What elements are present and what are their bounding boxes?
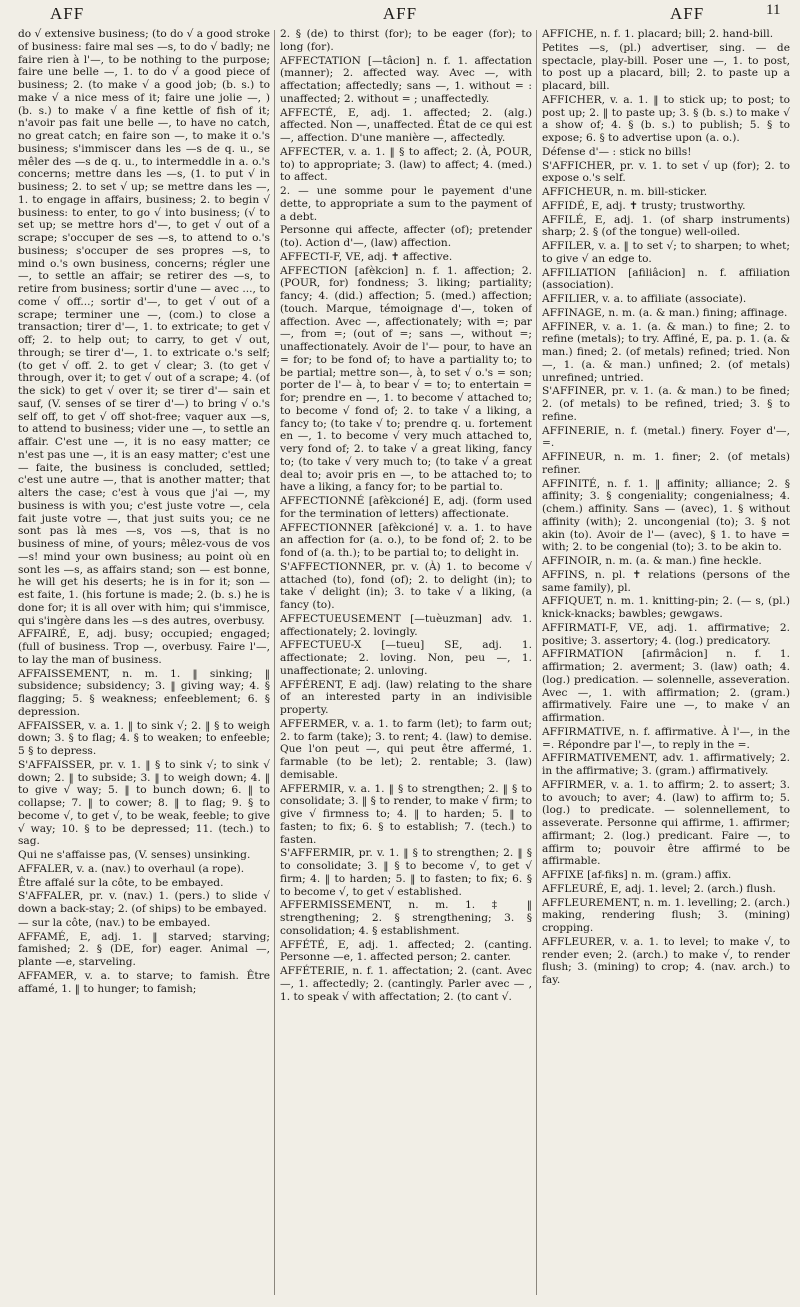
dictionary-entry: AFFAMÉ, E, adj. 1. ‖ starved; starving; famished; 2. § (DE, for) eager. Animal —, plante —e, starveling. <box>18 930 270 968</box>
dictionary-entry: AFFECTER, v. a. 1. ‖ § to affect; 2. (À, POUR, to) to appropriate; 3. (law) to affect; 4. (med.) to affect. <box>280 145 532 184</box>
dictionary-entry: AFFIRMER, v. a. 1. to affirm; 2. to assert; 3. to avouch; to aver; 4. (law) to affirm to; 5. (log.) to predicate. — solennellement, to asseverate. Personne qui affirme, 1. affirmer; affirmant; 2. (log.) predicant. Faire —, to affirm to; pouvoir être affirmé to be affirmable. <box>542 778 790 868</box>
dictionary-entry: S'AFFINER, pr. v. 1. (a. & man.) to be fined; 2. (of metals) to be refined, tried; 3. § to refine. <box>542 385 790 423</box>
page-number: 11 <box>766 2 781 18</box>
dictionary-entry: AFFILIER, v. a. to affiliate (associate). <box>542 293 747 305</box>
dictionary-entry: AFFECTION [afèkcion] n. f. 1. affection; 2. (POUR, for) fondness; 3. liking; partiality; fancy; 4. (did.) affection; 5. (med.) affection; (touch. Marque, témoignage d'—, token of affection. Avec —, affectionately; with =; par —, from =; (out of =; sans —, without =; unaffectionately. Avoir de l'— pour, to have an = for; to be fond of; to have a partiality to; to be partial; mettre son—, à, to set √ o.'s = son; porter de l'— à, to bear √ = to; to entertain = for; prendre en —, 1. to become √ attached to; to become √ fond of; 2. to take √ a liking, a fancy to; (to take √ to; prendre q. u. fortement en —, 1. to become √ very much attached to, very fond of; 2. to take √ a great liking, fancy to; (to take √ very much to; (to take √ a great deal to; avoir pris en —, to be attached to; to have a liking, a fancy for; to be partial to. <box>280 264 532 494</box>
dictionary-entry: — sur la côte, (nav.) to be embayed. <box>18 916 211 929</box>
dictionary-entry: AFFECTIONNÉ [afèkcioné] E, adj. (form used for the termination of letters) affectionate. <box>280 495 532 520</box>
dictionary-entry: AFFIRMATI-F, VE, adj. 1. affirmative; 2. positive; 3. assertory; 4. (log.) predicatory. <box>542 621 790 647</box>
dictionary-entry: AFFÉRENT, E adj. (law) relating to the share of an interested party in an indivisible property. <box>280 678 532 716</box>
dictionary-entry: Défense d'— : stick no bills! <box>542 145 692 158</box>
dictionary-entry: AFFINEUR, n. m. 1. finer; 2. (of metals) refiner. <box>542 451 790 476</box>
dictionary-entry: AFFIRMATIVEMENT, adv. 1. affirmatively; 2. in the affirmative; 3. (gram.) affirmatively. <box>542 752 790 777</box>
dictionary-entry: AFFALER, v. a. (nav.) to overhaul (a rope). <box>18 862 245 875</box>
dictionary-entry: do √ extensive business; (to do √ a good stroke of business: faire mal ses —s, to do √ badly; ne faire rien à l'—, to be nothing to the purpose; faire une belle —, 1. to do √ a good piece of business; 2. (to make √ a good job; (b. s.) to make √ a nice mess of it; faire une jolie —, ) (b. s.) to make √ a fine kettle of fish of it; n'avoir pas fait une belle —, to have no catch, no great catch; en faire son —, to make it o.'s business; s'immiscer dans les —s de q. u., se mêler des —s de q. u., to intermeddle in a. o.'s concerns; mettre dans les —s, (1. to put √ in business; 2. to set √ up; se mettre dans les —, 1. to engage in affairs, business; 2. to begin √ business: to enter, to go √ into business; (√ to set up; se mettre hors d'—, to get √ out of a scrape; s'occuper de ses —s, to attend to o.'s business; s'occuper de ses propres —s, to mind o.'s own business, concerns; régler une —, to settle an affair; se retirer des —s, to retire from business; sortir d'une — avec ..., to come √ off...; sortir d'—, to get √ out of a scrape; terminer une —, (com.) to close a transaction; tirer d'—, 1. to extricate; to get √ off; 2. to help out; to carry, to get √ out, through; se tirer d'—, 1. to extricate o.'s self; (to get √ off. 2. to get √ clear; 3. (to get √ through, over it; to get √ out of a scrape; 4. (of the sick) to get √ over it; se tirer d'— sain et sauf, (V. senses of se tirer d'—) to bring √ o.'s self off, to get √ off shot-free; vaquer aux —s, to attend to business; vider une —, to settle an affair. C'est une —, it is no easy matter; ce n'est pas une —, it is an easy matter; c'est une — faite, the business is concluded, settled; c'est une autre —, that is another matter; that alters the case; c'est à vous que j'ai —, my business is with you; c'est juste votre —, cela fait juste votre —, that just suits you; ce ne sont pas là mes —s, vos —s, that is no business of mine, of yours; mêlez-vous de vos —s! mind your own business; au point où en sont les —s, as affairs stand; son — est bonne, he will get his deserts; he is in for it; son — est faite, 1. (his fortune is made; 2. (b. s.) he is done for; it is all over with him; qui s'immisce, qui s'ingère dans les —s des autres, overbusy. <box>18 28 270 627</box>
dictionary-entry: AFFECTUEU-X [—tueu] SE, adj. 1. affectionate; 2. loving. Non, peu —, 1. unaffectionate; 2. unloving. <box>280 639 532 677</box>
dictionary-entry: AFFIRMATIVE, n. f. affirmative. À l'—, in the =. Répondre par l'—, to reply in the =. <box>542 725 790 751</box>
dictionary-entry: AFFILIATION [afiliâcion] n. f. affiliation (association). <box>542 266 790 292</box>
column-divider <box>274 30 275 1295</box>
dictionary-entry: AFFINS, n. pl. ✝ relations (persons of the same family), pl. <box>542 568 790 594</box>
dictionary-entry: AFFECTIONNER [afèkcioné] v. a. 1. to have an affection for (a. o.), to be fond of; 2. to be fond of (a. th.); to be partial to; to delight in. <box>280 521 532 559</box>
dictionary-entry: 2. § (de) to thirst (for); to be eager (for); to long (for). <box>280 28 532 53</box>
dictionary-entry: AFFINAGE, n. m. (a. & man.) fining; affinage. <box>542 306 788 319</box>
dictionary-entry: AFFECTUEUSEMENT [—tuèuzman] adv. 1. affectionately; 2. lovingly. <box>280 612 532 638</box>
dictionary-entry: AFFLEUREMENT, n. m. 1. levelling; 2. (arch.) making, rendering flush; 3. (mining) cropping. <box>542 896 790 934</box>
dictionary-entry: AFFÉTÉ, E, adj. 1. affected; 2. (canting. Personne —e, 1. affected person; 2. canter. <box>280 938 532 964</box>
running-head-left: AFF <box>50 4 85 23</box>
dictionary-column-2 <box>280 28 532 1300</box>
dictionary-entry: Qui ne s'affaisse pas, (V. senses) unsinking. <box>18 849 251 861</box>
dictionary-entry: AFFILER, v. a. ‖ to set √; to sharpen; to whet; to give √ an edge to. <box>542 240 790 265</box>
dictionary-entry: AFFICHER, v. a. 1. ‖ to stick up; to post; to post up; 2. ‖ to paste up; 3. § (b. s.) to make √ a show of; 4. § (b. s.) to publish; 5. § to expose; 6. § to advertise upon (a. o.). <box>542 93 790 144</box>
dictionary-entry: AFFIRMATION [afirmâcion] n. f. 1. affirmation; 2. averment; 3. (law) oath; 4. (log.) predication. — solennelle, asseveration. Avec —, 1. with affirmation; 2. (gram.) affirmatively. Faire une —, to make √ an affirmation. <box>542 648 790 724</box>
dictionary-entry: AFFÉTERIE, n. f. 1. affectation; 2. (cant. Avec —, 1. affectedly; 2. (cantingly. Parler avec — , 1. to speak √ with affectation; 2. (to cant √. <box>280 965 532 1003</box>
dictionary-entry: AFFINOIR, n. m. (a. & man.) fine heckle. <box>542 555 762 567</box>
dictionary-entry: AFFIQUET, n. m. 1. knitting-pin; 2. (— s, (pl.) knick-knacks; bawbles; gewgaws. <box>542 595 790 620</box>
dictionary-entry: AFFILÉ, E, adj. 1. (of sharp instruments) sharp; 2. § (of the tongue) well-oiled. <box>542 213 790 239</box>
dictionary-column-1 <box>18 28 270 1300</box>
dictionary-entry: S'AFFECTIONNER, pr. v. (À) 1. to become √ attached (to), fond (of); 2. to delight (in); to take √ delight (in); 3. to take √ a liking, (a fancy (to). <box>280 560 532 611</box>
dictionary-column-3 <box>542 28 790 1300</box>
dictionary-entry: AFFICHEUR, n. m. bill-sticker. <box>542 186 708 198</box>
dictionary-entry: Personne qui affecte, affecter (of); pretender (to). Action d'—, (law) affection. <box>280 224 532 249</box>
dictionary-entry: Petites —s, (pl.) advertiser, sing. — de spectacle, play-bill. Poser une —, 1. to post, to post up a placard, bill; 2. to paste up a placard, bill. <box>542 41 790 92</box>
dictionary-entry: AFFLEURÉ, E, adj. 1. level; 2. (arch.) flush. <box>542 882 776 895</box>
dictionary-entry: AFFAIRÉ, E, adj. busy; occupied; engaged; (full of business. Trop —, overbusy. Faire l'—, to lay the man of business. <box>18 628 270 666</box>
dictionary-entry: AFFINITÉ, n. f. 1. ‖ affinity; alliance; 2. § affinity; 3. § congeniality; congenialness; 4. (chem.) affinity. Sans — (avec), 1. § without affinity (with); 2. uncongenial (to); 3. § not akin (to). Avoir de l'— (avec), § 1. to have = with; 2. to be congenial (to); 3. to be akin to. <box>542 477 790 554</box>
dictionary-entry: AFFINERIE, n. f. (metal.) finery. Foyer d'—, =. <box>542 424 790 450</box>
dictionary-entry: AFFAMER, v. a. to starve; to famish. Être affamé, 1. ‖ to hunger; to famish; <box>18 969 270 995</box>
dictionary-entry: AFFERMER, v. a. 1. to farm (let); to farm out; 2. to farm (take); 3. to rent; 4. (law) to demise. Que l'on peut —, qui peut être affermé, 1. farmable (to be let); 2. rentable; 3. (law) demisable. <box>280 717 532 781</box>
column-divider <box>536 30 537 1295</box>
dictionary-entry: S'AFFALER, pr. v. (nav.) 1. (pers.) to slide √ down a back-stay; 2. (of ships) to be embayed. <box>18 890 270 915</box>
dictionary-entry: S'AFFERMIR, pr. v. 1. ‖ § to strengthen; 2. ‖ § to consolidate; 3. ‖ § to become √, to get √ firm; 4. ‖ to harden; 5. ‖ to fasten; to fix; 6. § to become √, to get √ established. <box>280 847 532 898</box>
dictionary-entry: AFFINER, v. a. 1. (a. & man.) to fine; 2. to refine (metals); to try. Affiné, E, pa. p. 1. (a. & man.) fined; 2. (of metals) refined; tried. Non —, 1. (a. & man.) unfined; 2. (of metals) unrefined; untried. <box>542 320 790 384</box>
dictionary-entry: AFFIDÉ, E, adj. ✝ trusty; trustworthy. <box>542 199 746 212</box>
dictionary-entry: AFFIXE [af-fiks] n. m. (gram.) affix. <box>542 869 732 881</box>
dictionary-entry: AFFERMIR, v. a. 1. ‖ § to strengthen; 2. ‖ § to consolidate; 3. ‖ § to render, to make √ firm; to give √ firmness to; 4. ‖ to harden; 5. ‖ to fasten; to fix; 6. § to establish; 7. (tech.) to fasten. <box>280 782 532 846</box>
dictionary-entry: AFFAISSEMENT, n. m. 1. ‖ sinking; ‖ subsidence; subsidency; 3. ‖ giving way; 4. § flagging; 5. § weakness; enfeeblement; 6. § depression. <box>18 667 270 718</box>
dictionary-entry: AFFAISSER, v. a. 1. ‖ to sink √; 2. ‖ § to weigh down; 3. § to flag; 4. § to weaken; to enfeeble; 5 § to depress. <box>18 719 270 757</box>
dictionary-entry: S'AFFICHER, pr. v. 1. to set √ up (for); 2. to expose o.'s self. <box>542 159 790 185</box>
dictionary-entry: AFFICHE, n. f. 1. placard; bill; 2. hand-bill. <box>542 28 774 40</box>
dictionary-entry: Être affalé sur la côte, to be embayed. <box>18 876 224 889</box>
dictionary-entry: AFFECTÉ, E, adj. 1. affected; 2. (alg.) affected. Non —, unaffected. État de ce qui est —, affection. D'une manière —, affectedly. <box>280 106 532 144</box>
running-head-center: AFF <box>382 4 418 23</box>
dictionary-entry: 2. — une somme pour le payement d'une dette, to appropriate a sum to the payment of a debt. <box>280 185 532 223</box>
dictionary-entry: AFFECTATION [—tâcion] n. f. 1. affectation (manner); 2. affected way. Avec —, with affectation; affectedly; sans —, 1. without = : unaffected; 2. without = ; unaffectedly. <box>280 54 532 105</box>
dictionary-entry: AFFECTI-F, VE, adj. ✝ affective. <box>280 250 453 263</box>
dictionary-entry: AFFLEURER, v. a. 1. to level; to make √, to render even; 2. (arch.) to make √, to render flush; 3. (mining) to crop; 4. (nav. arch.) to fay. <box>542 935 790 986</box>
running-head-right: AFF <box>670 4 705 23</box>
dictionary-entry: AFFERMISSEMENT, n. m. 1. ‡ ‖ strengthening; 2. § strengthening; 3. § consolidation; 4. § establishment. <box>280 899 532 937</box>
dictionary-entry: S'AFFAISSER, pr. v. 1. ‖ § to sink √; to sink √ down; 2. ‖ to subside; 3. ‖ to weigh down; 4. ‖ to give √ way; 5. ‖ to bunch down; 6. ‖ to collapse; 7. ‖ to cower; 8. ‖ to flag; 9. § to become √, to get √, to be weak, feeble; to give √ way; 10. § to be depressed; 11. (tech.) to sag. <box>18 758 270 848</box>
